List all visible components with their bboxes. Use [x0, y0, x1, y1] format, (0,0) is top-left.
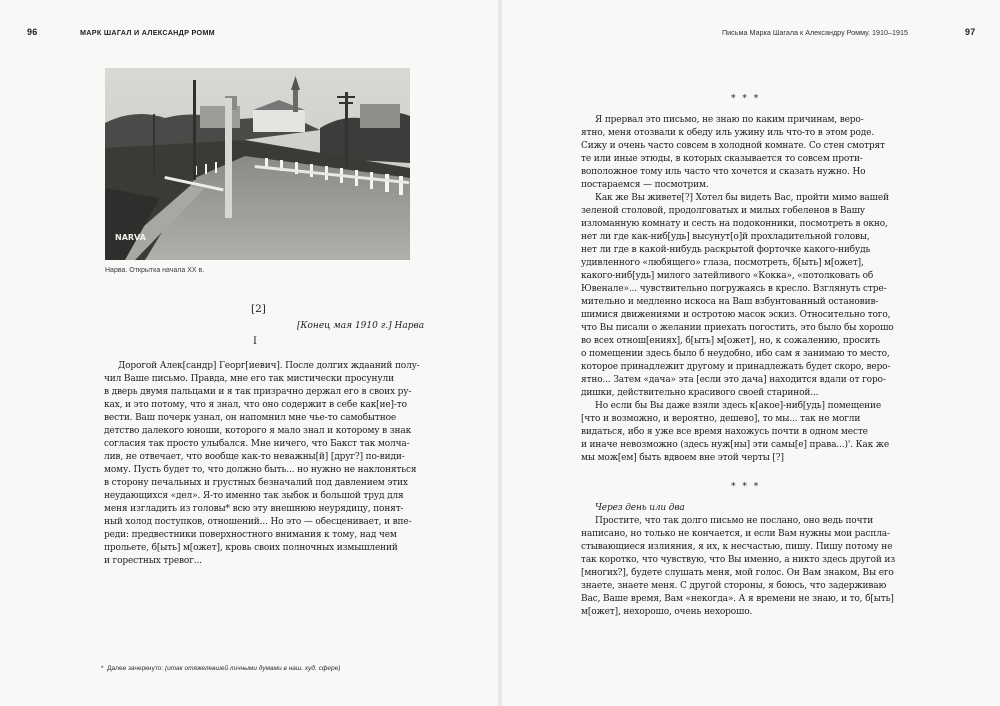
text-line: неудающихся «дел». Я-то именно так зыбок и большой труд для	[104, 491, 404, 501]
page-number-left: 96	[27, 27, 38, 37]
text-line: нет ли где как-ниб[удь] высунут[о]й прохладительной головы,	[581, 232, 870, 242]
text-line: мы мож[ем] быть вдвоем вне этой черты [?]	[581, 453, 784, 463]
letter-body-right	[581, 114, 911, 465]
footnote-text: (итак отяжелевшей личными думами в наш. худ. сфере)	[164, 665, 341, 672]
text-line: вести. Ваш почерк узнал, он напомнил мне чье-то самобытное	[104, 413, 397, 423]
photo-label: NARVA	[115, 233, 146, 242]
text-line: лив, не отвечает, что вообще как-то неважны[й] [друг?] по-види-	[104, 452, 405, 462]
running-head-left: МАРК ШАГАЛ И АЛЕКСАНДР РОММ	[80, 28, 215, 37]
text-line: м[ожет], нехорошо, очень нехорошо.	[581, 607, 753, 617]
text-line: в сторону печальных и грустных безначалий под давлением этих	[104, 478, 408, 488]
text-line: удивленного «любящего» глаза, посмотреть, б[ыть] м[ожет],	[581, 258, 864, 268]
text-line: прольете, б[ыть] м[ожет], кровь своих полночных измышлений	[104, 543, 398, 553]
section-number: I	[253, 336, 257, 347]
photo-illustration	[105, 68, 410, 260]
text-line: знаете, знаете меня. С другой стороны, я боюсь, что задерживаю	[581, 581, 887, 591]
footnote	[101, 665, 340, 672]
text-line: нет ли где в какой-нибудь раскрытой форточке какого-нибудь	[581, 245, 871, 255]
text-line: дишки, действительно красивого своей стариной...	[581, 388, 819, 398]
text-line: ятно, меня отозвали к обеду иль ужину иль что-то в этом роде.	[581, 128, 875, 138]
text-line: [что и возможно, и вероятно, дешево], то мы... так не могли	[581, 414, 861, 424]
text-line: ный холод поступков, отношений... Но это — обесценивает, и впе-	[104, 517, 412, 527]
text-line: Как же Вы живете[?] Хотел бы видеть Вас, пройти мимо вашей	[595, 193, 889, 203]
text-line: видаться, ибо я уже все время нахожусь почти в одном месте	[581, 427, 868, 437]
text-line: Вас, Ваше время, Вам «некогда». А я времени не знаю, и то, б[ыть]	[581, 594, 894, 604]
subsection-heading: Через день или два	[595, 503, 685, 513]
text-line: и иначе невозможно (здесь нуж[ны] эти самы[е] права...)'. Как же	[581, 440, 890, 450]
page-number-right: 97	[965, 27, 976, 37]
text-line: Сижу и очень часто совсем в холодной комнате. Со стен смотрят	[581, 141, 885, 151]
text-line: о помещении здесь было б неудобно, ибо сам я занимаю то место,	[581, 349, 890, 359]
text-line: что Вы писали о желании приехать погостить, это было бы хорошо	[581, 323, 894, 333]
text-line: ках, и это потому, что я знал, что оно содержит в себе как[ие]-то	[104, 400, 407, 410]
narva-postcard-photo	[105, 68, 410, 260]
text-line: зеленой столовой, продолговатых и милых гобеленов в Вашу	[581, 206, 865, 216]
text-line: стывающиеся излияния, я их, к несчастью, пишу. Пишу потому не	[581, 542, 893, 552]
text-line: согласия так просто улыбался. Мне ничего, что Бакст так молча-	[104, 439, 410, 449]
section-separator: * * *	[731, 94, 761, 104]
text-line: изломанную комнату и сесть на подоконники, посмотреть в окно,	[581, 219, 888, 229]
text-line: шимися движениями и остротою масок эскиз. Относительно того,	[581, 310, 891, 320]
text-line: мительно и медленно искоса на Ваш взбунтованный остановив-	[581, 297, 879, 307]
text-line: реди: предвестники поверхностного внимания к тому, над чем	[104, 530, 397, 540]
right-page	[500, 0, 1000, 706]
text-line: в дверь двумя пальцами и я так призрачно держал его в своих ру-	[104, 387, 412, 397]
running-head-right: Письма Марка Шагала к Александру Ромму. 1910–1915	[722, 28, 908, 37]
text-line: во всех отнош[ениях], б[ыть] м[ожет], но, к сожалению, просить	[581, 336, 880, 346]
text-line: которое принадлежит другому и принадлежать будет скоро, веро-	[581, 362, 891, 372]
text-line: какого-ниб[удь] милого затейливого «Кокка», «потолковать об	[581, 271, 874, 281]
letter-body-left	[104, 360, 420, 568]
text-line: мому. Пусть будет то, что должно быть... но нужно не наклоняться	[104, 465, 417, 475]
footnote-label: Далее зачеркнуто:	[107, 665, 164, 672]
text-line: чил Ваше письмо. Правда, мне его так мистически просунули	[104, 374, 394, 384]
letter-dateline: [Конец мая 1910 г.] Нарва	[297, 321, 425, 331]
text-line: Ювенале»... чувствительно погружаясь в кресло. Взглянуть стре-	[581, 284, 887, 294]
text-line: Простите, что так долго письмо не послано, оно ведь почти	[595, 516, 874, 526]
text-line: детство далекого юноши, которого я мало знал и которому в знак	[104, 426, 412, 436]
text-line: Я прервал это письмо, не знаю по каким причинам, веро-	[595, 115, 864, 125]
section-separator-2: * * *	[731, 482, 761, 492]
text-line: Но если бы Вы даже взяли здесь к[акое]-ниб[удь] помещение	[595, 401, 882, 411]
letter-body-right-2	[581, 502, 911, 619]
text-line: Дорогой Алек[сандр] Георг[иевич]. После долгих ждааний полу-	[118, 361, 420, 371]
text-line: постараемся — посмотрим.	[581, 180, 709, 190]
text-line: те или иные этюды, в которых сказывается то совсем проти-	[581, 154, 863, 164]
text-line: меня изгладить из головы* всю эту внешнюю неурядицу, понят-	[104, 504, 404, 514]
text-line: написано, но только не кончается, и если Вам нужны мои распла-	[581, 529, 890, 539]
text-line: [многих?], будете слушать меня, мой голос. Он Вам знаком, Вы его	[581, 568, 894, 578]
text-line: и горестных тревог...	[104, 556, 202, 566]
text-line: так коротко, что чувствую, что Вы именно, а никто здесь другой из	[581, 555, 895, 565]
text-line: ятно... Затем «дача» эта [если это дача] находится вдали от горо-	[581, 375, 886, 385]
footnote-mark: *	[101, 665, 104, 672]
letter-number: [2]	[251, 303, 266, 315]
text-line: воположное тому иль часто что хочется и сказать нужно. Но	[581, 167, 866, 177]
book-gutter	[497, 0, 503, 706]
photo-caption: Нарва. Открытка начала XX в.	[105, 267, 205, 274]
